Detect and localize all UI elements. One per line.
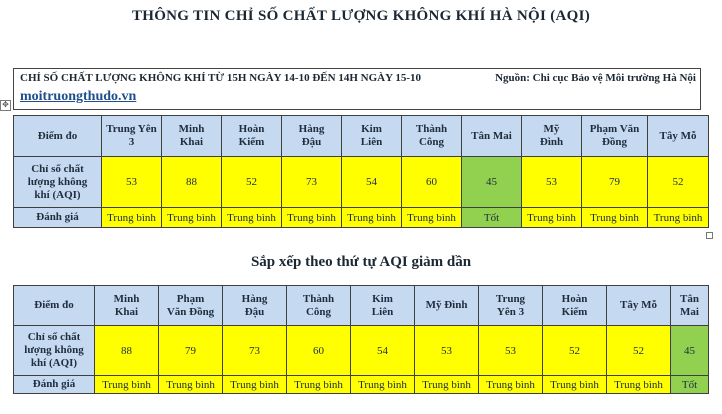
aqi-table [13, 115, 709, 228]
rating-row [14, 208, 709, 228]
station-name-line: Văn Đồng [166, 305, 215, 318]
rating-cell: Trung bình [342, 208, 402, 228]
station-name-line: Đồng [601, 136, 628, 148]
station-name [342, 116, 402, 157]
rating-cell: Trung bình [95, 376, 159, 394]
station-name-line: Đậu [301, 136, 322, 148]
station-name-line: Đậu [244, 305, 265, 318]
station-name-line: Tây Mỗ [620, 299, 657, 311]
station-name-line: Trung [495, 292, 526, 305]
aqi-value-cell: 60 [287, 326, 351, 376]
aqi-value-cell: 45 [462, 157, 522, 208]
station-name [402, 116, 462, 157]
rating-cell: Trung bình [222, 208, 282, 228]
station-name-line: Liên [360, 136, 383, 148]
rating-cell: Trung bình [648, 208, 709, 228]
aqi-value-cell: 52 [543, 326, 607, 376]
move-handle-icon[interactable]: ✥ [0, 100, 11, 111]
station-name-line: Kim [361, 123, 382, 135]
station-name [671, 286, 709, 326]
aqi-value-cell: 88 [95, 326, 159, 376]
station-name-line: Hàng [241, 292, 268, 305]
station-name-line: Liên [371, 305, 394, 318]
station-name-line: Minh [178, 123, 205, 135]
station-row [14, 286, 709, 326]
station-name [543, 286, 607, 326]
aqi-header-line: khí (AQI) [30, 357, 78, 369]
aqi-value-cell: 53 [522, 157, 582, 208]
aqi-value-cell: 60 [402, 157, 462, 208]
station-name-line: Phạm [176, 292, 205, 305]
station-name [351, 286, 415, 326]
station-name [102, 116, 162, 157]
aqi-header-line: Chỉ số chất [31, 162, 84, 175]
rating-cell: Trung bình [287, 376, 351, 394]
rating-cell: Trung bình [543, 376, 607, 394]
station-name-line: Phạm Văn [589, 123, 640, 135]
station-name-line: Kim [372, 292, 393, 305]
station-name-line: Minh [113, 292, 140, 305]
aqi-header-line: lượng không [27, 175, 88, 188]
aqi-value-cell: 53 [479, 326, 543, 376]
station-name-line: Hàng [298, 123, 325, 135]
sorted-aqi-table [13, 285, 709, 394]
info-box [13, 68, 701, 110]
station-name [282, 116, 342, 157]
station-name-line: Hoàn [561, 292, 588, 305]
station-name-line: Công [418, 136, 445, 148]
station-name-line: Đình [539, 136, 564, 148]
station-name-line: Yên 3 [496, 305, 525, 318]
station-name [287, 286, 351, 326]
aqi-value-cell: 88 [162, 157, 222, 208]
rating-cell: Trung bình [159, 376, 223, 394]
rating-cell: Trung bình [479, 376, 543, 394]
station-name-line: Thành [302, 292, 335, 305]
rating-cell: Trung bình [582, 208, 648, 228]
station-name-line: Khai [114, 305, 139, 318]
station-name-line: Kiếm [561, 305, 588, 318]
rating-cell: Trung bình [223, 376, 287, 394]
rating-cell: Tốt [671, 376, 709, 394]
station-name [462, 116, 522, 157]
station-name-line: Kiếm [238, 136, 265, 148]
station-header: Điểm đo [14, 286, 95, 326]
aqi-value-cell: 54 [351, 326, 415, 376]
station-name-line: 3 [128, 136, 135, 148]
station-name [159, 286, 223, 326]
rating-cell: Trung bình [162, 208, 222, 228]
station-name-line: Tây Mỗ [659, 129, 697, 142]
rating-cell: Trung bình [102, 208, 162, 228]
aqi-value-cell: 73 [282, 157, 342, 208]
period-text: CHỈ SỐ CHẤT LƯỢNG KHÔNG KHÍ TỪ 15H NGÀY 14-10 ĐẾN 14H NGÀY 15-10 [20, 72, 422, 84]
aqi-header-line: khí (AQI) [34, 188, 81, 201]
aqi-value-cell: 54 [342, 157, 402, 208]
station-name-line: Thành [415, 123, 448, 135]
station-name-line: Mỹ [543, 123, 560, 135]
aqi-value-cell: 45 [671, 326, 709, 376]
sort-subtitle: Sắp xếp theo thứ tự AQI giảm dần [250, 254, 472, 270]
page-title: THÔNG TIN CHỈ SỐ CHẤT LƯỢNG KHÔNG KHÍ HÀ NỘI (AQI) [131, 8, 591, 24]
source-text: Nguồn: Chi cục Bảo vệ Môi trường Hà Nội [495, 72, 696, 84]
rating-cell: Trung bình [607, 376, 671, 394]
station-name-line: Trung Yên [106, 123, 157, 135]
rating-cell: Trung bình [415, 376, 479, 394]
aqi-header-line: lượng không [24, 344, 84, 356]
aqi-header-line: Chỉ số chất [27, 331, 81, 343]
aqi-header [14, 157, 102, 208]
station-name [223, 286, 287, 326]
rating-cell: Tốt [462, 208, 522, 228]
table-resize-handle[interactable] [706, 232, 713, 239]
station-name [222, 116, 282, 157]
aqi-header [14, 326, 95, 376]
rating-cell: Trung bình [282, 208, 342, 228]
rating-cell: Trung bình [522, 208, 582, 228]
station-name-line: Công [305, 305, 332, 318]
aqi-value-cell: 52 [648, 157, 709, 208]
rating-header: Đánh giá [14, 208, 102, 228]
station-header: Điểm đo [14, 116, 102, 157]
station-name-line: Khai [179, 136, 204, 148]
aqi-value-cell: 53 [102, 157, 162, 208]
aqi-value-cell: 79 [159, 326, 223, 376]
station-name [162, 116, 222, 157]
rating-header: Đánh giá [14, 376, 95, 394]
station-name-line: Mỹ Đình [425, 299, 468, 311]
station-name [582, 116, 648, 157]
station-name-line: Tân Mai [471, 129, 512, 142]
station-name [648, 116, 709, 157]
site-link[interactable]: moitruongthudo.vn [20, 89, 137, 104]
aqi-row [14, 326, 709, 376]
aqi-value-cell: 53 [415, 326, 479, 376]
station-name-line: Hoàn [238, 123, 265, 135]
rating-cell: Trung bình [402, 208, 462, 228]
station-name [607, 286, 671, 326]
aqi-value-cell: 52 [222, 157, 282, 208]
station-name [95, 286, 159, 326]
aqi-row [14, 157, 709, 208]
station-name [479, 286, 543, 326]
rating-cell: Trung bình [351, 376, 415, 394]
station-name-line: Tân Mai [680, 292, 699, 318]
aqi-value-cell: 73 [223, 326, 287, 376]
rating-row [14, 376, 709, 394]
station-row [14, 116, 709, 157]
aqi-value-cell: 79 [582, 157, 648, 208]
station-name [415, 286, 479, 326]
aqi-value-cell: 52 [607, 326, 671, 376]
station-name [522, 116, 582, 157]
